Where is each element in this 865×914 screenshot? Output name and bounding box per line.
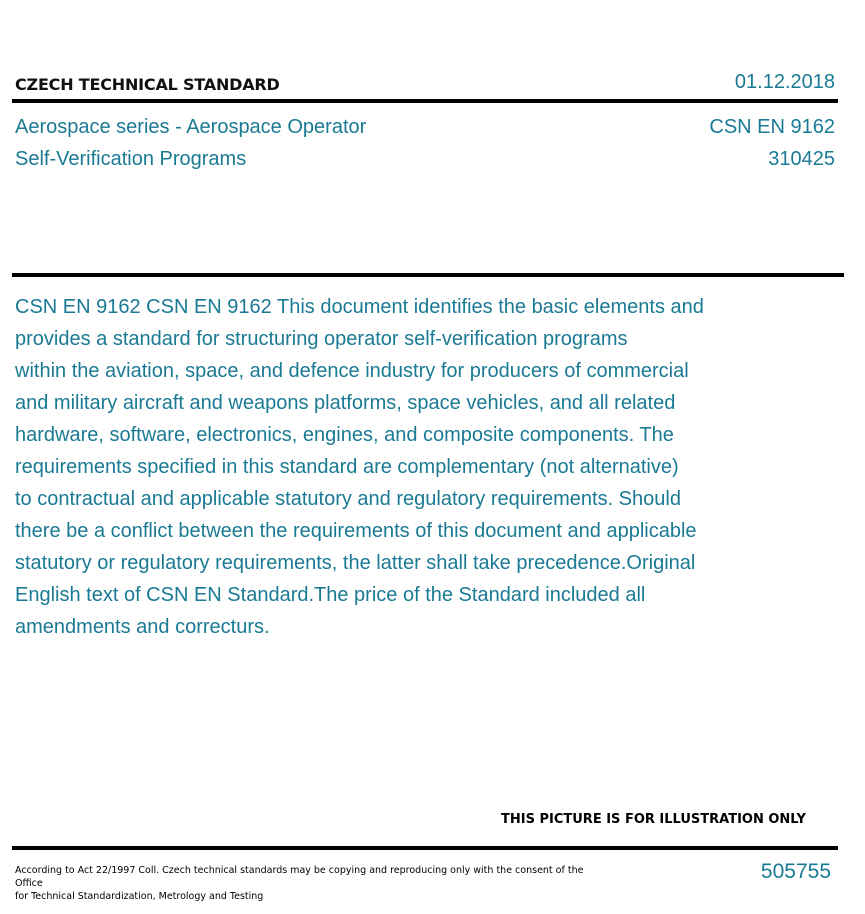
copyright-notice-line-2: for Technical Standardization, Metrology and Testing: [15, 891, 264, 902]
illustration-disclaimer: THIS PICTURE IS FOR ILLUSTRATION ONLY: [501, 812, 806, 827]
copyright-notice-line-1: According to Act 22/1997 Coll. Czech technical standards may be copying and reproducing only with the consent of the Office: [15, 865, 584, 889]
footer-divider: [12, 846, 838, 850]
title-divider: [12, 273, 844, 277]
standard-description: CSN EN 9162 CSN EN 9162 This document identifies the basic elements and provides a standard for structuring operator self-verification programs within the aviation, space, and defence industry for producers of commercial and military aircraft and weapons platforms, space vehicles, and all related hardware, software, electronics, engines, and composite components. The requirements specified in this standard are complementary (not alternative) to contractual and applicable statutory and regulatory requirements. Should there be a conflict between the requirements of this document and applicable statutory or regulatory requirements, the latter shall take precedence.Original English text of CSN EN Standard.The price of the Standard included all amendments and correcturs.: [15, 296, 704, 638]
product-code: 505755: [760, 860, 831, 883]
document-type-heading: CZECH TECHNICAL STANDARD: [15, 75, 280, 94]
header-divider: [12, 99, 838, 103]
standard-number: CSN EN 9162: [709, 116, 835, 138]
catalog-number: 310425: [768, 148, 835, 170]
copyright-notice: [15, 864, 585, 903]
standard-title-line-2: Self-Verification Programs: [15, 148, 247, 170]
publication-date: 01.12.2018: [734, 71, 835, 93]
standard-title-line-1: Aerospace series - Aerospace Operator: [15, 116, 367, 138]
